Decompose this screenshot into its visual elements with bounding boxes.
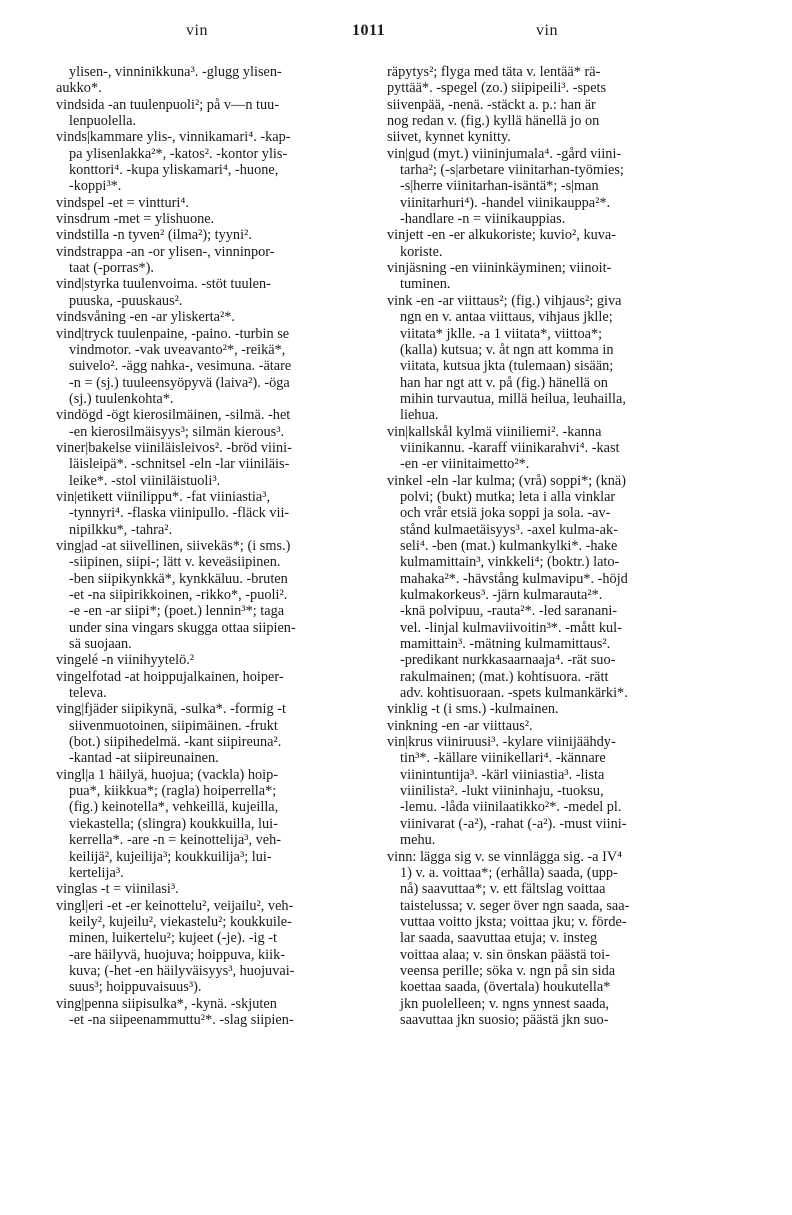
entry-line: tin³*. -källare viinikellari⁴. -kännare <box>400 750 606 767</box>
entry-line: pa ylisenlakka²*, -katos². -kontor ylis- <box>69 145 288 162</box>
entry-line: televa. <box>69 685 107 702</box>
entry-line: vindsvåning -en -ar yliskerta²*. <box>56 309 235 326</box>
entry-line: vin|krus viiniruusi³. -kylare viinijäähdy- <box>387 734 616 751</box>
entry-line: nipilkku*, -tahra². <box>69 521 173 538</box>
entry-line: vinjett -en -er alkukoriste; kuvio², kuva- <box>387 227 617 244</box>
entry-line: -predikant nurkkasaarnaaja⁴. -rät suo- <box>400 652 616 669</box>
entry-line: mihin turvautua, millä heilua, leuhailla, <box>400 390 626 407</box>
entry-line: -s|herre viinitarhan-isäntä*; -s|man <box>400 178 599 195</box>
entry-line: (sj.) tuulenkohta*. <box>69 390 174 407</box>
entry-line: viinintuntija³. -kärl viiniastia³. -lista <box>400 766 605 783</box>
entry-line: -koppi³*. <box>69 178 122 195</box>
entry-line: viinikannu. -karaff viinikarahvi⁴. -kast <box>400 439 620 456</box>
entry-line: leike*. -stol viiniläistuoli³. <box>69 472 221 489</box>
entry-line: vinglas -t = viinilasi³. <box>56 881 179 898</box>
entry-line: seli⁴. -ben (mat.) kulmankylki*. -hake <box>400 537 618 554</box>
entry-line: konttori⁴. -kupa yliskamari⁴, -huone, <box>69 162 279 179</box>
page-header <box>0 22 792 46</box>
entry-line: nog redan v. (fig.) kyllä hänellä jo on <box>387 113 600 130</box>
entry-line: kertelija³. <box>69 864 124 881</box>
entry-line: sä suojaan. <box>69 636 132 653</box>
entry-line: mamittain³. -mätning kulmamittaus². <box>400 636 611 653</box>
entry-line: (kalla) kutsua; v. åt ngn att komma in <box>400 341 614 358</box>
entry-line: -ben siipikynkkä*, kynkkäluu. -bruten <box>69 570 288 587</box>
entry-line: räpytys²; flyga med täta v. lentää* rä- <box>387 64 601 80</box>
entry-line: vinds|kammare ylis-, vinnikamari⁴. -kap- <box>56 129 291 146</box>
entry-line: och vrår etsiä joka soppi ja sola. -av- <box>400 505 611 522</box>
entry-line: adv. kohtisuoraan. -spets kulmankärki*. <box>400 685 628 702</box>
entry-line: tuminen. <box>400 276 451 293</box>
entry-line: viinitarhuri⁴). -handel viinikauppa²*. <box>400 194 611 211</box>
entry-line: -kantad -at siipireunainen. <box>69 750 219 767</box>
entry-line: viinivarat (-a²), -rahat (-a²). -must viini- <box>400 815 627 832</box>
entry-line: polvi; (bukt) mutka; leta i alla vinklar <box>400 488 616 505</box>
entry-line: -handlare -n = viinikauppias. <box>400 211 566 228</box>
entry-line: liehua. <box>400 407 439 424</box>
entry-line: pua*, kiikkua*; (ragla) hoiperrella*; <box>69 783 277 800</box>
entry-line: vindstilla -n tyven² (ilma²); tyyni². <box>56 227 252 244</box>
entry-line: -knä polvipuu, -rauta²*. -led saranani- <box>400 603 618 620</box>
entry-line: vind|styrka tuulenvoima. -stöt tuulen- <box>56 276 271 293</box>
entry-line: vingl|eri -et -er keinottelu², veijailu², veh- <box>56 897 294 914</box>
entry-line: -et -na siipirikkoinen, -rikko*, -puoli². <box>69 587 288 603</box>
entry-line: vindmotor. -vak uveavanto²*, -reikä*, <box>69 341 286 358</box>
entry-line: -en kierosilmäisyys³; silmän kierous³. <box>69 423 285 440</box>
entry-line: läisleipä*. -schnitsel -eln -lar viiniläis- <box>69 456 290 473</box>
entry-line: suivelo². -ägg nahka-, vesimuna. -ätare <box>69 358 292 375</box>
entry-line: vinkel -eln -lar kulma; (vrå) soppi*; (knä) <box>387 472 626 489</box>
entry-line: vingl|a 1 häilyä, huojua; (vackla) hoip- <box>56 766 279 783</box>
entry-line: tarha²; (-s|arbetare viinitarhan-työmies; <box>400 162 624 179</box>
entry-line: viner|bakelse viiniläisleivos². -bröd viini- <box>56 439 292 456</box>
left-column <box>56 64 374 1028</box>
entry-line: -et -na siipeenammuttu²*. -slag siipien- <box>69 1011 294 1028</box>
entry-line: mahaka²*. -hävstång kulmavipu*. -höjd <box>400 570 628 587</box>
entry-line: vuttaa voitto jksta; voittaa jku; v. förde- <box>400 913 627 930</box>
entry-line: -n = (sj.) tuuleensyöpyvä (laiva²). -öga <box>69 374 290 391</box>
entry-line: jkn puolelleen; v. ngns ynnest saada, <box>400 995 610 1012</box>
right-column <box>387 64 713 1028</box>
entry-line: stånd kulmaetäisyys³. -axel kulma-ak- <box>400 521 618 538</box>
entry-line: viitata, kutsua jkta (tulemaan) sisään; <box>400 358 614 375</box>
entry-line: -lemu. -låda viinilaatikko²*. -medel pl. <box>400 799 622 816</box>
entry-line: vinsdrum -met = ylishuone. <box>56 211 215 228</box>
entry-line: vingelfotad -at hoippujalkainen, hoiper- <box>56 668 284 685</box>
entry-line: vinjäsning -en viininkäyminen; viinoit- <box>387 260 612 277</box>
entry-line: ving|penna siipisulka*, -kynä. -skjuten <box>56 995 277 1012</box>
entry-line: lar saada, saavuttaa etuja; v. insteg <box>400 930 598 947</box>
header-right-guide-word: vin <box>536 22 558 39</box>
entry-line: koettaa saada, (övertala) houkutella* <box>400 979 611 996</box>
entry-line: ylisen-, vinninikkuna³. -glugg ylisen- <box>69 64 282 80</box>
entry-line: pyttää*. -spegel (zo.) siipipeili³. -spets <box>387 80 607 97</box>
entry-line: ving|fjäder siipikynä, -sulka*. -formig -t <box>56 701 286 718</box>
entry-line: -are häilyvä, huojuva; hoippuva, kiik- <box>69 946 285 963</box>
entry-line: ving|ad -at siivellinen, siivekäs*; (i sms.) <box>56 537 291 554</box>
entry-line: vin|kallskål kylmä viiniliemi². -kanna <box>387 423 602 440</box>
entry-line: (bot.) siipihedelmä. -kant siipireuna². <box>69 734 282 751</box>
entry-line: viekastella; (slingra) koukkuilla, lui- <box>69 815 278 832</box>
entry-line: ngn en v. antaa viittaus, vihjaus jklle; <box>400 309 613 326</box>
entry-line: (fig.) keinotella*, vehkeillä, kujeilla, <box>69 799 279 816</box>
entry-line: vindstrappa -an -or ylisen-, vinninpor- <box>56 243 275 260</box>
entry-line: vin|gud (myt.) viininjumala⁴. -gård viini- <box>387 145 622 162</box>
entry-line: aukko*. <box>56 80 102 97</box>
entry-line: viinilista². -lukt viininhaju, -tuoksu, <box>400 783 604 800</box>
entry-line: taat (-porras*). <box>69 260 154 277</box>
entry-line: kulmakorkeus³. -järn kulmarauta²*. <box>400 587 603 603</box>
entry-line: suus³; hoippuvaisuus³). <box>69 979 202 996</box>
entry-line: viitata* jklle. -a 1 viitata*, viittoa*; <box>400 325 603 342</box>
entry-line: vindögd -ögt kierosilmäinen, -silmä. -het <box>56 407 291 424</box>
entry-line: koriste. <box>400 243 443 260</box>
entry-line: -en -er viinitaimetto²*. <box>400 456 530 473</box>
entry-line: siivenpää, -nenä. -stäckt a. p.: han är <box>387 96 596 113</box>
entry-line: rakulmainen; (mat.) kohtisuora. -rätt <box>400 668 609 685</box>
entry-line: vinn: lägga sig v. se vinnlägga sig. -a IV⁴ <box>387 848 623 865</box>
entry-line: minen, luikertelu²; kujeet (-je). -ig -t <box>69 930 277 947</box>
entry-line: -e -en -ar siipi*; (poet.) lennin³*; taga <box>69 603 285 620</box>
entry-line: voittaa alaa; v. sin önskan päästä toi- <box>400 946 610 963</box>
entry-line: veensa perille; söka v. ngn på sin sida <box>400 962 616 979</box>
entry-line: vin|etikett viinilippu*. -fat viiniastia³, <box>56 488 271 505</box>
entry-line: -siipinen, siipi-; lätt v. keveäsiipinen. <box>69 554 281 571</box>
entry-line: kulmamittain³, vinkkeli⁴; (boktr.) lato- <box>400 554 620 571</box>
entry-line: under sina vingars skugga ottaa siipien- <box>69 619 296 636</box>
entry-line: -tynnyri⁴. -flaska viinipullo. -fläck vii- <box>69 505 290 522</box>
entry-line: siivenmuotoinen, siipimäinen. -frukt <box>69 717 278 734</box>
entry-line: saavuttaa jkn suosio; päästä jkn suo- <box>400 1011 609 1028</box>
entry-line: nå) saavuttaa*; v. ett fältslag voittaa <box>400 881 606 898</box>
entry-line: keily², kujeilu², viekastelu²; koukkuile- <box>69 913 292 930</box>
entry-line: vel. -linjal kulmaviivoitin³*. -mått kul- <box>400 619 622 636</box>
entry-line: 1) v. a. voittaa*; (erhålla) saada, (upp- <box>400 864 618 881</box>
entry-line: vindspel -et = vintturi⁴. <box>56 194 189 211</box>
entry-line: vinklig -t (i sms.) -kulmainen. <box>387 701 559 718</box>
entry-line: kuva; (-het -en häilyväisyys³, huojuvai- <box>69 962 295 979</box>
page-number: 1011 <box>352 22 386 39</box>
entry-line: taistelussa; v. seger över ngn saada, saa- <box>400 897 630 914</box>
entry-line: vindsida -an tuulenpuoli²; på v—n tuu- <box>56 96 280 113</box>
entry-line: kerrella*. -are -n = keinottelija³, veh- <box>69 832 282 849</box>
entry-line: lenpuolella. <box>69 113 137 130</box>
header-left-guide-word: vin <box>186 22 208 39</box>
entry-line: puuska, -puuskaus². <box>69 292 183 309</box>
entry-line: siivet, kynnet kynitty. <box>387 129 511 146</box>
entry-line: vinkning -en -ar viittaus². <box>387 717 533 734</box>
entry-line: han har ngt att v. på (fig.) hänellä on <box>400 374 608 391</box>
entry-line: vink -en -ar viittaus²; (fig.) vihjaus²; giva <box>387 292 622 309</box>
entry-line: vingelé -n viinihyytelö.² <box>56 652 195 669</box>
entry-line: keilijä², kujeilija³; koukkuilija³; lui- <box>69 848 272 865</box>
entry-line: mehu. <box>400 832 436 849</box>
entry-line: vind|tryck tuulenpaine, -paino. -turbin se <box>56 325 290 342</box>
